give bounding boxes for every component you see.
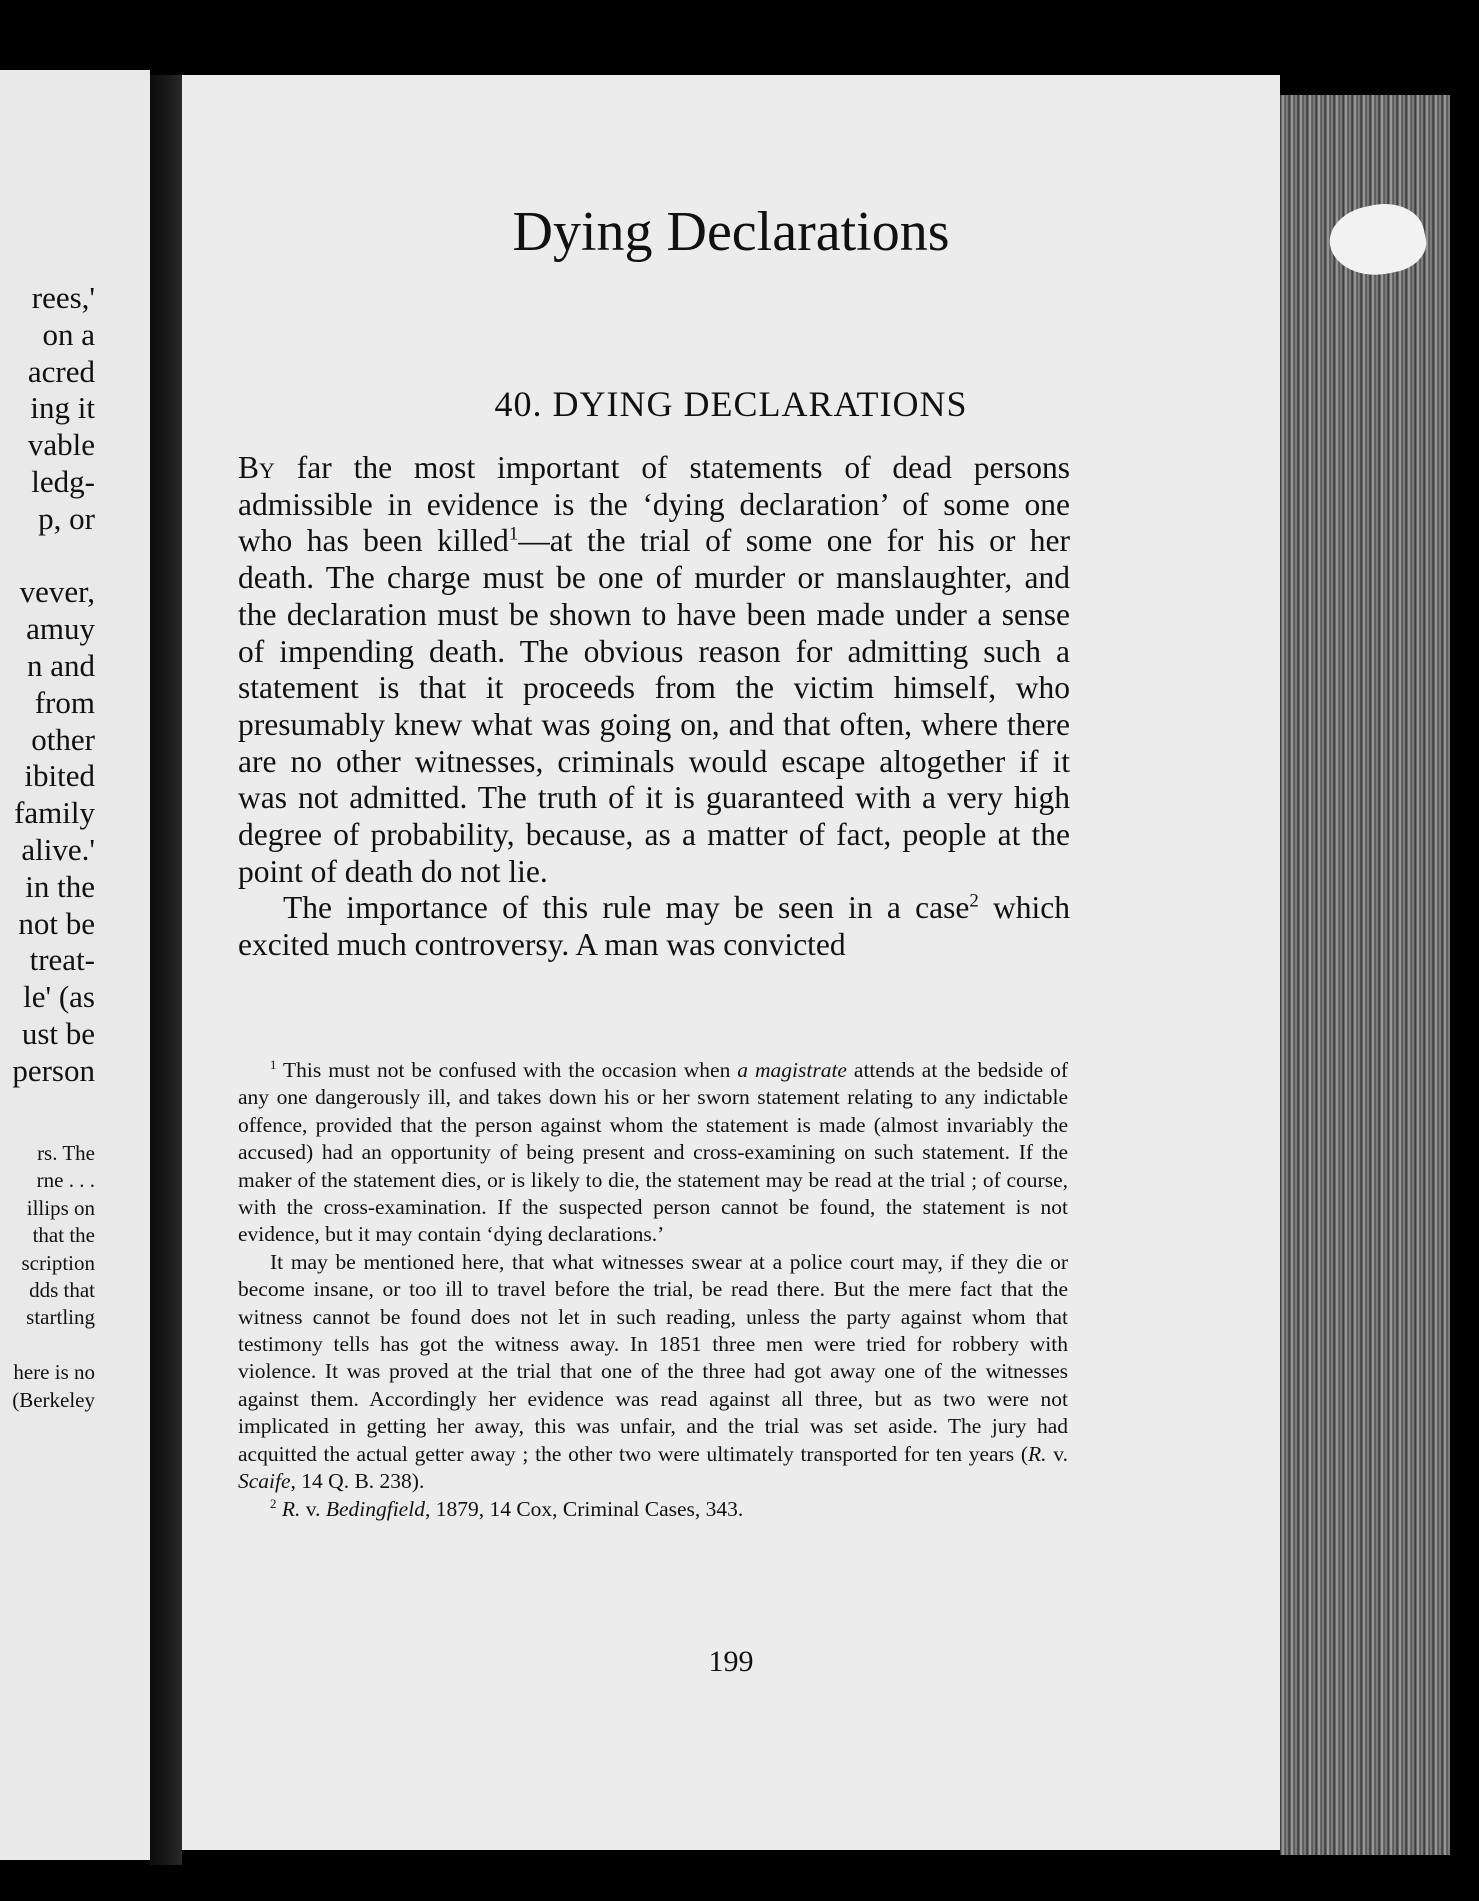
left-page-line: dds that <box>29 1278 95 1303</box>
left-page-line: alive.' <box>21 831 95 867</box>
left-page-footnote-text <box>0 1140 150 1414</box>
left-page-line: not be <box>18 905 95 941</box>
case-citation-v: v. <box>300 1496 326 1521</box>
left-page-line: n and <box>26 647 95 683</box>
left-page-line: acred <box>27 353 95 389</box>
paragraph-text: which excited much controversy. A man was convicted <box>238 890 1070 963</box>
body-text <box>238 450 1070 964</box>
running-head: Dying Declarations <box>512 201 950 263</box>
paragraph-text: The importance of this rule may be seen in a case <box>283 890 970 926</box>
case-citation-v: v. <box>1046 1441 1068 1466</box>
footnote <box>238 1496 1068 1523</box>
line-gap <box>0 1332 150 1359</box>
footnote <box>238 1057 1068 1249</box>
page-number: 199 <box>708 1645 754 1678</box>
footnotes <box>238 1057 1068 1523</box>
left-page-line: vever, <box>19 574 95 610</box>
case-citation-r: R. <box>1028 1441 1047 1466</box>
paragraph <box>238 890 1070 963</box>
left-page-line: in the <box>25 868 95 904</box>
case-citation-name: Bedingfield <box>325 1496 425 1521</box>
left-page-line: illips on <box>26 1195 95 1220</box>
left-page-line: vable <box>27 427 95 463</box>
case-citation-name: Scaife <box>238 1469 291 1494</box>
left-page-line: person <box>12 1052 95 1088</box>
left-page-line: ibited <box>24 758 95 794</box>
left-page-line: treat- <box>29 942 95 978</box>
left-page-line: (Berkeley <box>12 1387 95 1412</box>
left-page-footnote-clip <box>0 1130 150 1440</box>
left-page-line: that the <box>32 1223 95 1248</box>
left-page-line: scription <box>21 1250 95 1275</box>
paragraph-text: —at the trial of some one for his or her death. The charge must be one of murder or manslaughter, and the declaration must be shown to have been made under a sense of impending death. The obvious reason for admitting such a statement is that it proceeds from the victim himself, who presumably knew what was going on, and that often, where there are no other witnesses, criminals would escape altogether if it was not admitted. The truth of it is guaranteed with a very high degree of probability, because, as a matter of fact, people at the point of death do not lie. <box>238 523 1070 889</box>
drop-cap: By <box>238 450 275 485</box>
left-page-line: p, or <box>38 500 95 536</box>
left-page-line: ing it <box>30 390 95 426</box>
footnote-text: attends at the bedside of any one dangerously ill, and takes down his or her sworn statement relating to any indictable offence, provided that the person against whom the statement is made (almost invariably the accused) had an opportunity of being present and cross-examining on such statement. If the maker of the statement dies, or is likely to die, the statement may be read at the trial ; of course, with the cross-examination. If the suspected person cannot be found, the statement is not evidence, but it may contain ‘dying declarations.’ <box>238 1058 1068 1247</box>
book-gutter <box>150 75 182 1865</box>
left-page-line: on a <box>42 316 95 352</box>
left-page-upper-text <box>0 280 150 1090</box>
footnote-marker: 2 <box>270 1496 277 1511</box>
footnote-ref: 1 <box>508 523 519 545</box>
left-page-line: rne . . . <box>36 1168 95 1193</box>
left-page-line: ust be <box>21 1015 95 1051</box>
footnote-text: It may be mentioned here, that what witnesses swear at a police court may, if they die or become insane, or too ill to travel before the trial, be read there. But the mere fact that the witness cannot be found does not let in such reading, unless the party against whom that testimony tells has got the witness away. In 1851 three men were tried for robbery with violence. It was proved at the trial that one of the three had got away one of the witnesses against them. Accordingly her evidence was read against all three, but as two were not implicated in getting her away, this was unfair, and the trial was set aside. The jury had acquitted the actual getter away ; the other two were ultimately transported for ten years ( <box>238 1249 1068 1466</box>
left-page-line: startling <box>26 1305 95 1330</box>
left-page-line: other <box>31 721 95 757</box>
paragraph-text: far the most important of statements of dead persons admissible in evidence is the ‘dying declaration’ of some one who has been killed <box>238 450 1070 559</box>
footnote-ref: 2 <box>969 890 979 912</box>
case-citation-r: R. <box>281 1496 301 1521</box>
left-page-line: le' (as <box>23 979 95 1015</box>
left-page-line: rs. The <box>37 1141 95 1165</box>
footnote-continuation <box>238 1249 1068 1496</box>
footnote-text: , 1879, 14 Cox, Criminal Cases, 343. <box>424 1496 744 1521</box>
footnote-emphasis: a magistrate <box>737 1058 847 1082</box>
footnote-text: , 14 Q. B. 238). <box>290 1469 425 1494</box>
paragraph <box>238 450 1070 890</box>
left-page-line: here is no <box>13 1360 95 1385</box>
left-page-line: amuy <box>26 611 95 647</box>
left-page-line: ledg- <box>31 463 95 499</box>
page-edge <box>1280 95 1450 1855</box>
left-page-line: family <box>14 795 95 831</box>
left-page-upper-clip <box>0 270 150 1090</box>
left-page-line: rees,' <box>31 280 95 315</box>
footnote-marker: 1 <box>270 1057 277 1072</box>
left-page-line: from <box>34 684 95 720</box>
footnote-text: This must not be confused with the occasion when <box>276 1058 738 1082</box>
line-gap <box>0 538 150 575</box>
section-heading: 40. DYING DECLARATIONS <box>494 384 968 424</box>
